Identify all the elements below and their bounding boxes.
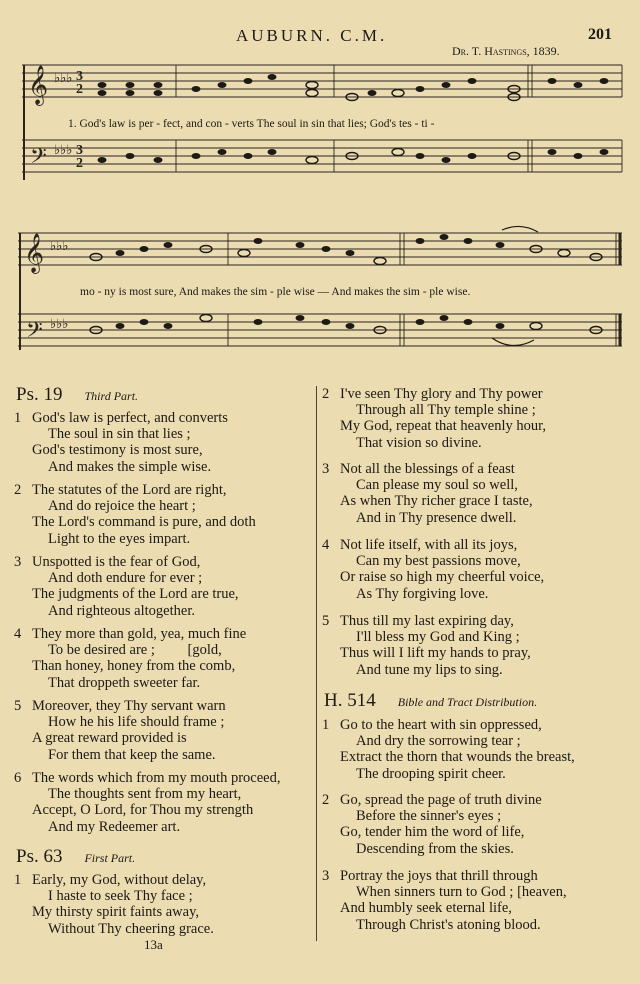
verse-line: And do rejoice the heart ; <box>48 498 196 515</box>
psalm-19-title: Ps. 19 <box>16 384 63 405</box>
verse-line: God's law is perfect, and converts <box>32 410 228 426</box>
verse-line: They more than gold, yea, much fine <box>32 626 247 642</box>
verse-line: And dry the sorrowing tear ; <box>356 733 521 750</box>
verse-line: And my Redeemer art. <box>48 818 181 835</box>
verse-line: God's testimony is most sure, <box>32 442 203 459</box>
verse-line: As when Thy richer grace I taste, <box>340 493 533 510</box>
verse-line: The thoughts sent from my heart, <box>48 786 242 803</box>
verse-line: And humbly seek eternal life, <box>340 900 512 917</box>
verse-line: Thus till my last expiring day, <box>340 613 514 629</box>
ps19-verse-6 <box>14 770 314 835</box>
verse-line: The words which from my mouth proceed, <box>32 770 281 786</box>
verse-line: To be desired are ; [gold, <box>48 642 222 659</box>
ps19-verse-5 <box>14 698 314 763</box>
verse-line: Accept, O Lord, for Thou my strength <box>32 802 254 819</box>
noteheads-system-2 <box>116 234 505 329</box>
ps19-verse-2 <box>14 482 314 547</box>
verse-line: Can my best passions move, <box>356 553 521 570</box>
verse-number: 2 <box>322 386 330 402</box>
h514-verse-3 <box>322 868 628 933</box>
verse-line: And tune my lips to sing. <box>356 661 503 678</box>
page-number: 201 <box>588 26 612 43</box>
verse-line: Or raise so high my cheerful voice, <box>340 569 545 586</box>
verse-line: The statutes of the Lord are right, <box>32 482 227 498</box>
verse-line: I've seen Thy glory and Thy power <box>340 386 543 402</box>
verse-line: That droppeth sweeter far. <box>48 674 201 691</box>
verse-line: Thus will I lift my hands to pray, <box>340 645 531 662</box>
ps19-verse-5-right <box>322 613 622 678</box>
verse-line: Can please my soul so well, <box>356 477 518 494</box>
ps19-verse-2-right <box>322 386 622 451</box>
verse-line: Early, my God, without delay, <box>32 872 207 888</box>
svg-text:3: 3 <box>76 143 83 158</box>
verse-line: And in Thy presence dwell. <box>356 509 517 526</box>
verse-line: Go, spread the page of truth divine <box>340 792 542 808</box>
lyrics-system-2: mo - ny is most sure, And makes the sim - ple wise — And makes the sim - ple wise. <box>80 286 471 298</box>
psalm-19-subtitle: Third Part. <box>84 389 139 403</box>
verse-number: 3 <box>322 868 330 884</box>
verse-line: For them that keep the same. <box>48 746 216 763</box>
h514-verse-1 <box>322 717 628 782</box>
verse-line: The judgments of the Lord are true, <box>32 586 239 603</box>
verse-line: Not life itself, with all its joys, <box>340 537 518 553</box>
hymn-514-title: H. 514 <box>324 690 376 711</box>
music-system-2 <box>0 222 640 362</box>
svg-text:♭♭♭: ♭♭♭ <box>50 316 69 331</box>
verse-number: 4 <box>322 537 330 553</box>
verse-number: 2 <box>14 482 22 498</box>
ps63-verse-1 <box>14 872 314 937</box>
verse-line: I'll bless my God and King ; <box>356 629 520 646</box>
ps19-verse-1 <box>14 410 314 475</box>
ps19-verse-3-right <box>322 461 622 526</box>
svg-text:♭♭♭: ♭♭♭ <box>50 238 69 253</box>
verse-line: Through all Thy temple shine ; <box>356 402 536 419</box>
psalm-63-title: Ps. 63 <box>16 846 63 867</box>
tune-title: AUBURN. C.M. <box>236 26 388 45</box>
verse-line: I haste to seek Thy face ; <box>48 888 193 905</box>
verse-line: That vision so divine. <box>356 434 482 451</box>
signature-mark: 13a <box>144 937 163 952</box>
verse-line: Light to the eyes impart. <box>48 530 191 547</box>
verse-line: The Lord's command is pure, and doth <box>32 514 256 531</box>
verse-line: Extract the thorn that wounds the breast, <box>340 749 575 766</box>
hymn-514-subtitle: Bible and Tract Distribution. <box>397 695 538 709</box>
verse-line: As Thy forgiving love. <box>356 585 489 602</box>
ps19-verse-4 <box>14 626 314 691</box>
verse-number: 1 <box>14 410 22 426</box>
verse-line: Without Thy cheering grace. <box>48 920 214 937</box>
music-system-1 <box>0 56 640 186</box>
verse-number: 6 <box>14 770 22 786</box>
verse-line: My God, repeat that heavenly hour, <box>340 418 546 435</box>
verse-number: 3 <box>322 461 330 477</box>
verse-line: And makes the simple wise. <box>48 458 212 475</box>
verse-line: How he his life should frame ; <box>48 714 225 731</box>
verse-line: A great reward provided is <box>32 730 187 747</box>
composer-credit: Dr. T. Hastings, 1839. <box>452 44 560 58</box>
verse-line: And righteous altogether. <box>48 602 195 619</box>
psalm-63-subtitle: First Part. <box>84 851 136 865</box>
verse-line: The drooping spirit cheer. <box>356 765 506 782</box>
ps19-verse-4-right <box>322 537 622 602</box>
verse-number: 5 <box>14 698 22 714</box>
psalm-63-heading <box>16 846 135 868</box>
treble-clef-icon: 𝄞 <box>24 233 45 273</box>
bass-clef-icon: 𝄢 <box>26 318 43 348</box>
verse-line: And doth endure for ever ; <box>48 570 203 587</box>
verse-number: 2 <box>322 792 330 808</box>
verse-line: My thirsty spirit faints away, <box>32 904 199 921</box>
verse-line: Than honey, honey from the comb, <box>32 658 236 675</box>
verse-number: 1 <box>322 717 330 733</box>
verse-line: Unspotted is the fear of God, <box>32 554 201 570</box>
verse-number: 1 <box>14 872 22 888</box>
verse-line: Through Christ's atoning blood. <box>356 916 541 933</box>
verse-line: Go to the heart with sin oppressed, <box>340 717 542 733</box>
svg-text:2: 2 <box>76 156 83 171</box>
verse-line: The soul in sin that lies ; <box>48 426 191 443</box>
ps19-verse-3 <box>14 554 314 619</box>
h514-verse-2 <box>322 792 628 857</box>
verse-number: 4 <box>14 626 22 642</box>
svg-text:♭♭♭: ♭♭♭ <box>54 70 73 85</box>
verse-line: Go, tender him the word of life, <box>340 824 525 841</box>
verse-line: Portray the joys that thrill through <box>340 868 538 884</box>
verse-line: Not all the blessings of a feast <box>340 461 515 477</box>
verse-number: 5 <box>322 613 330 629</box>
verse-line: Before the sinner's eyes ; <box>356 808 502 825</box>
verse-line: Moreover, they Thy servant warn <box>32 698 226 714</box>
hymn-514-heading <box>324 690 537 712</box>
treble-clef-icon: 𝄞 <box>28 65 49 105</box>
svg-text:3: 3 <box>76 69 83 84</box>
psalm-19-heading <box>16 384 138 406</box>
column-divider <box>316 386 317 941</box>
svg-text:2: 2 <box>76 82 83 97</box>
verse-number: 3 <box>14 554 22 570</box>
svg-text:♭♭♭: ♭♭♭ <box>54 142 73 157</box>
verse-line: Descending from the skies. <box>356 840 514 857</box>
verse-line: When sinners turn to God ; [heaven, <box>356 884 567 901</box>
bass-clef-icon: 𝄢 <box>30 144 47 174</box>
lyrics-system-1: 1. God's law is per - fect, and con - verts The soul in sin that lies; God's tes - ti - <box>68 118 435 130</box>
